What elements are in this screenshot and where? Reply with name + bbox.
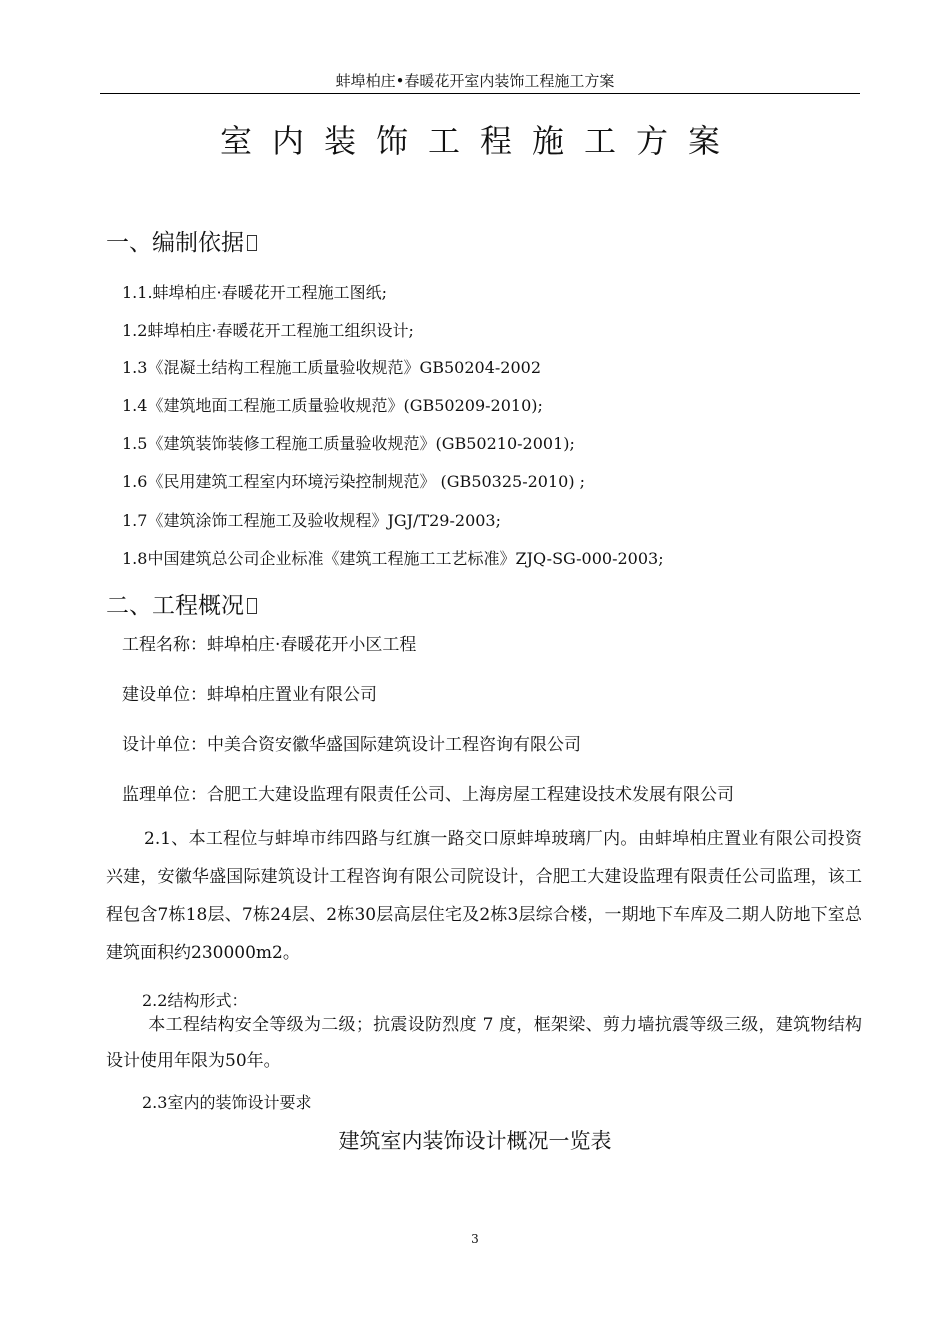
- document-title: 室内装饰工程施工方案: [219, 122, 740, 160]
- basis-item: 1.2蚌埠柏庄·春暖花开工程施工组织设计;: [122, 321, 414, 340]
- project-name: 工程名称：蚌埠柏庄·春暖花开小区工程: [122, 635, 417, 655]
- basis-item: 1.1.蚌埠柏庄·春暖花开工程施工图纸;: [122, 283, 388, 302]
- page-number: 3: [471, 1232, 479, 1246]
- structure-heading: 2.2结构形式：: [142, 991, 248, 1010]
- supervision-unit: 监理单位：合肥工大建设监理有限责任公司、上海房屋工程建设技术发展有限公司: [122, 785, 734, 805]
- basis-item: 1.4《建筑地面工程施工质量验收规范》(GB50209-2010);: [122, 396, 543, 415]
- header-rule: [100, 93, 860, 94]
- basis-item: 1.3《混凝土结构工程施工质量验收规范》GB50204-2002: [122, 358, 542, 377]
- section-2-heading: 二、工程概况: [106, 587, 257, 620]
- basis-item: 1.6《民用建筑工程室内环境污染控制规范》 (GB50325-2010) ;: [122, 472, 586, 491]
- table-title: 建筑室内装饰设计概况一览表: [338, 1129, 612, 1153]
- missing-glyph-icon: [247, 235, 257, 251]
- section-1-heading: 一、编制依据: [106, 224, 257, 257]
- paragraph-2-1: 2.1、本工程位与蚌埠市纬四路与红旗一路交口原蚌埠玻璃厂内。由蚌埠柏庄置业有限公司投资兴建，安徽华盛国际建筑设计工程咨询有限公司院设计，合肥工大建设监理有限责任公司监理，该工程包含7栋18层、7栋24层、2栋30层高层住宅及2栋3层综合楼，一期地下车库及二期人防地下室总建筑面积约230000m2。: [106, 829, 862, 963]
- missing-glyph-icon: [247, 598, 257, 614]
- design-unit: 设计单位：中美合资安徽华盛国际建筑设计工程咨询有限公司: [122, 735, 581, 755]
- basis-item: 1.5《建筑装饰装修工程施工质量验收规范》(GB50210-2001);: [122, 434, 575, 453]
- basis-item: 1.7《建筑涂饰工程施工及验收规程》JGJ/T29-2003;: [122, 511, 501, 530]
- structure-paragraph: 本工程结构安全等级为二级；抗震设防烈度 7 度，框架梁、剪力墙抗震等级三级，建筑物结构设计使用年限为50年。: [106, 1015, 862, 1071]
- decoration-requirements-heading: 2.3室内的装饰设计要求: [142, 1093, 312, 1112]
- page-header: 蚌埠柏庄•春暖花开室内装饰工程施工方案: [335, 72, 615, 90]
- basis-item: 1.8中国建筑总公司企业标准《建筑工程施工工艺标准》ZJQ-SG-000-2003;: [122, 549, 664, 568]
- construction-unit: 建设单位：蚌埠柏庄置业有限公司: [122, 685, 377, 705]
